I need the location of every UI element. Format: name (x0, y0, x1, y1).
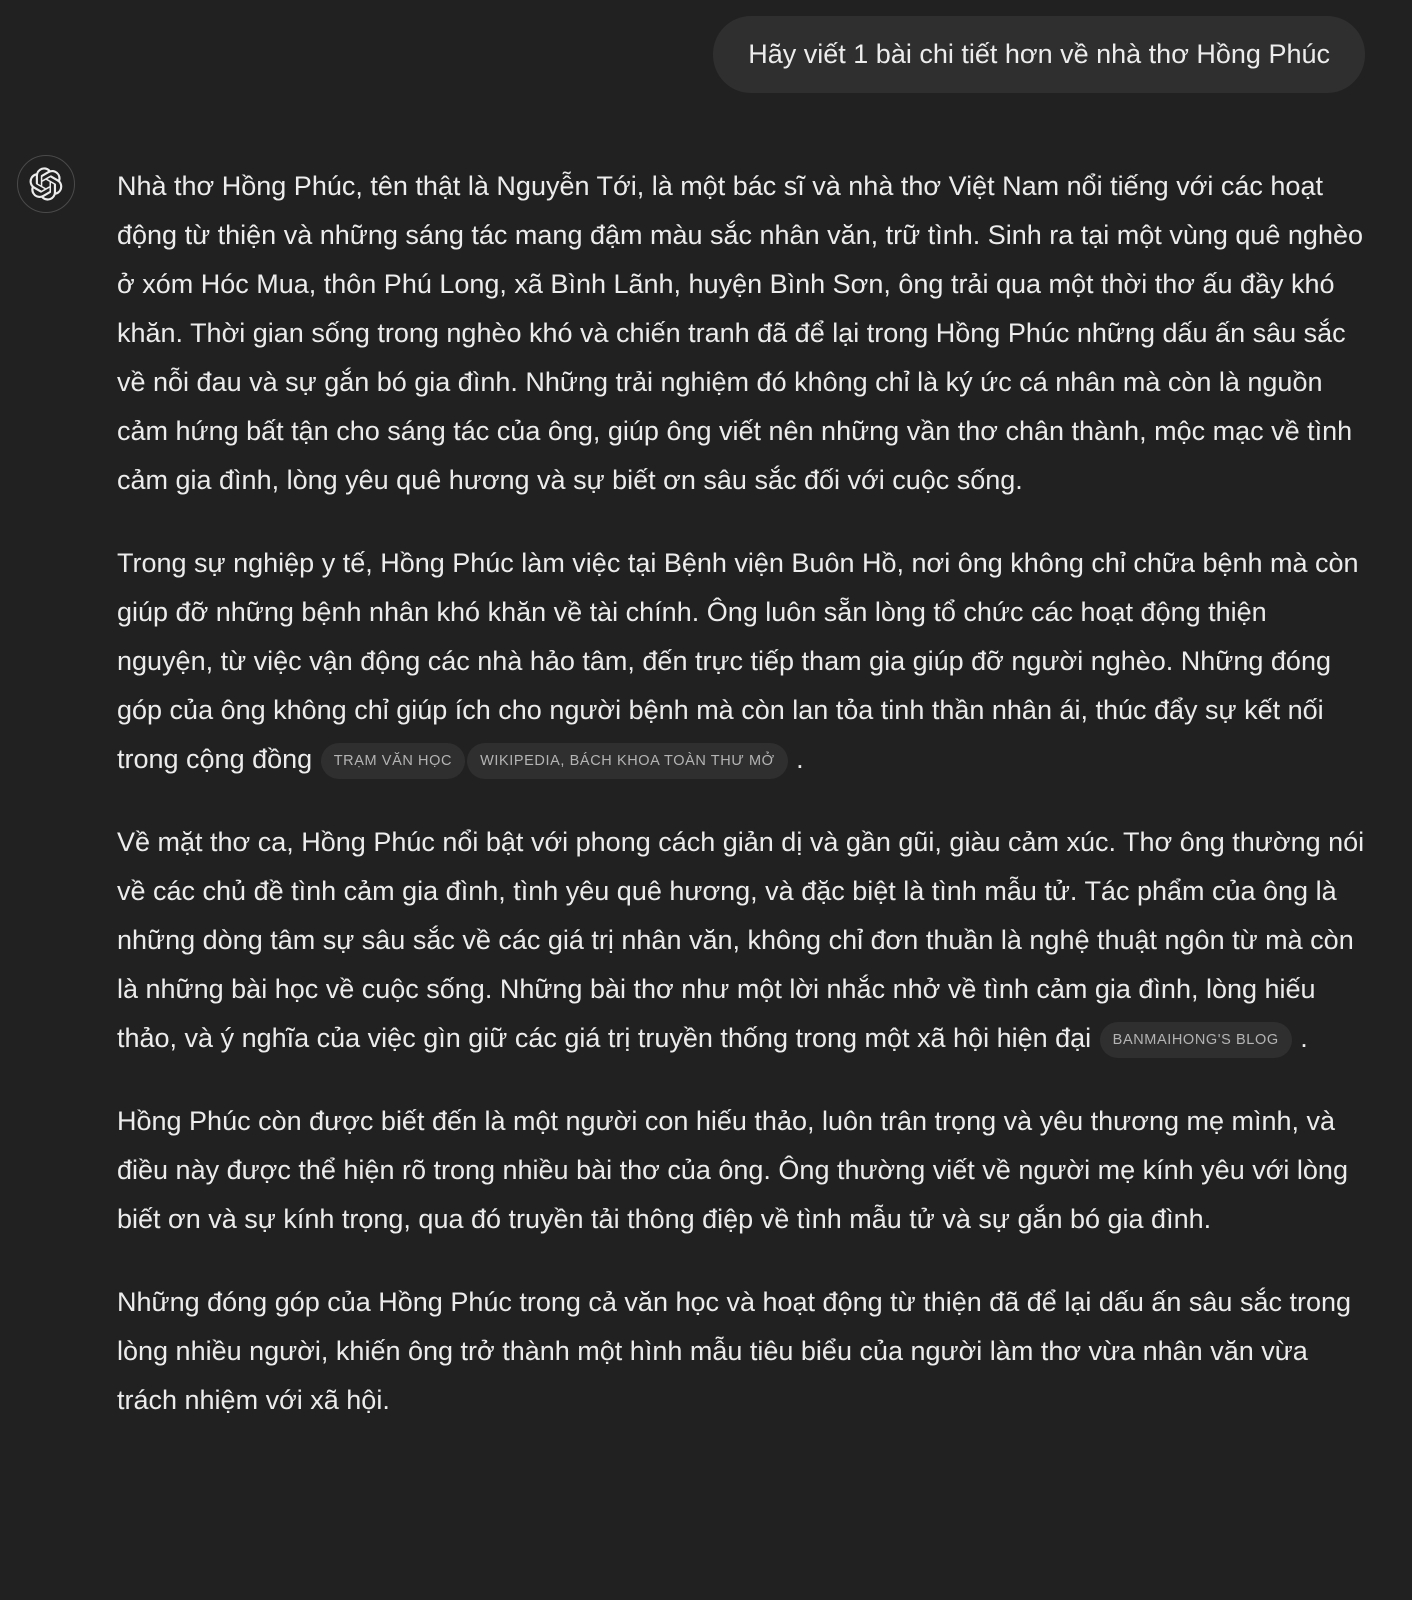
assistant-paragraph-5: Những đóng góp của Hồng Phúc trong cả văn học và hoạt động từ thiện đã để lại dấu ấn sâu sắc trong lòng nhiều người, khiến ông trở thành một hình mẫu tiêu biểu của người làm thơ vừa nhân văn vừa trách nhiệm với xã hội. (117, 1287, 1352, 1415)
citation-chip-banmaihong-blog[interactable]: BANMAIHONG'S BLOG (1100, 1022, 1292, 1058)
assistant-paragraph-3 (117, 818, 1367, 1063)
paragraph-end: . (1300, 1023, 1308, 1053)
assistant-paragraph-4: Hồng Phúc còn được biết đến là một người con hiếu thảo, luôn trân trọng và yêu thương mẹ mình, và điều này được thể hiện rõ trong nhiều bài thơ của ông. Ông thường viết về người mẹ kính yêu với lòng biết ơn và sự kính trọng, qua đó truyền tải thông điệp về tình mẫu tử và sự gắn bó gia đình. (117, 1106, 1348, 1234)
citation-chip-tram-van-hoc[interactable]: TRẠM VĂN HỌC (321, 743, 465, 779)
paragraph-end: . (796, 744, 804, 774)
paragraph-text: Về mặt thơ ca, Hồng Phúc nổi bật với phong cách giản dị và gần gũi, giàu cảm xúc. Thơ ông thường nói về các chủ đề tình cảm gia đình, tình yêu quê hương, và đặc biệt là tình mẫu tử. Tác phẩm của ông là những dòng tâm sự sâu sắc về các giá trị nhân văn, không chỉ đơn thuần là nghệ thuật ngôn từ mà còn là những bài học về cuộc sống. Những bài thơ như một lời nhắc nhở về tình cảm gia đình, lòng hiếu thảo, và ý nghĩa của việc gìn giữ các giá trị truyền thống trong một xã hội hiện đại (117, 827, 1365, 1053)
assistant-avatar (17, 155, 75, 213)
paragraph-text: Trong sự nghiệp y tế, Hồng Phúc làm việc tại Bệnh viện Buôn Hồ, nơi ông không chỉ chữa bệnh mà còn giúp đỡ những bệnh nhân khó khăn về tài chính. Ông luôn sẵn lòng tổ chức các hoạt động thiện nguyện, từ việc vận động các nhà hảo tâm, đến trực tiếp tham gia giúp đỡ người nghèo. Những đóng góp của ông không chỉ giúp ích cho người bệnh mà còn lan tỏa tinh thần nhân ái, thúc đẩy sự kết nối trong cộng đồng (117, 548, 1359, 774)
user-message-bubble (713, 16, 1365, 93)
assistant-paragraph-2 (117, 539, 1367, 784)
assistant-message (117, 162, 1367, 1459)
citation-chip-wikipedia[interactable]: WIKIPEDIA, BÁCH KHOA TOÀN THƯ MỞ (467, 743, 788, 779)
user-message-text: Hãy viết 1 bài chi tiết hơn về nhà thơ Hồng Phúc (748, 39, 1330, 69)
chatgpt-logo-icon (29, 167, 63, 201)
assistant-paragraph-1: Nhà thơ Hồng Phúc, tên thật là Nguyễn Tới, là một bác sĩ và nhà thơ Việt Nam nổi tiếng với các hoạt động từ thiện và những sáng tác mang đậm màu sắc nhân văn, trữ tình. Sinh ra tại một vùng quê nghèo ở xóm Hóc Mua, thôn Phú Long, xã Bình Lãnh, huyện Bình Sơn, ông trải qua một thời thơ ấu đầy khó khăn. Thời gian sống trong nghèo khó và chiến tranh đã để lại trong Hồng Phúc những dấu ấn sâu sắc về nỗi đau và sự gắn bó gia đình. Những trải nghiệm đó không chỉ là ký ức cá nhân mà còn là nguồn cảm hứng bất tận cho sáng tác của ông, giúp ông viết nên những vần thơ chân thành, mộc mạc về tình cảm gia đình, lòng yêu quê hương và sự biết ơn sâu sắc đối với cuộc sống. (117, 171, 1363, 495)
